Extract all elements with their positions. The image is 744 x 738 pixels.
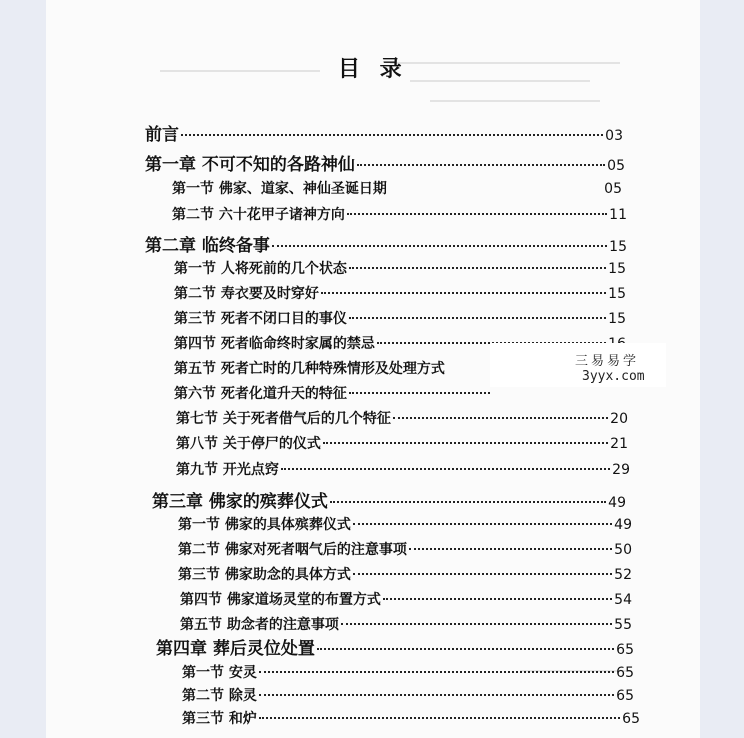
dot-leader — [357, 164, 605, 166]
toc-entry-section — [174, 258, 626, 278]
toc-entry-label: 第一章 不可不知的各路神仙 — [145, 155, 355, 175]
toc-entry-page: 03 — [605, 128, 623, 144]
toc-entry-label: 第一节 佛家的具体殡葬仪式 — [178, 517, 351, 533]
toc-entry-label: 第四节 佛家道场灵堂的布置方式 — [180, 592, 381, 608]
toc-entry-chapter-4 — [156, 634, 634, 659]
toc-entry-label: 第一节 安灵 — [182, 665, 257, 681]
toc-entry-label: 前言 — [145, 125, 179, 145]
dot-leader — [393, 417, 608, 419]
toc-entry-section — [174, 283, 626, 303]
dot-leader — [181, 134, 603, 136]
toc-entry-label: 第五节 助念者的注意事项 — [180, 617, 339, 633]
toc-entry-section — [178, 539, 632, 559]
dot-leader — [389, 187, 602, 189]
toc-entry-section — [176, 459, 630, 479]
toc-entry-label: 第八节 关于停尸的仪式 — [176, 436, 321, 452]
toc-entry-label: 第六节 死者化道升天的特征 — [174, 386, 347, 402]
toc-entry-label: 第一节 佛家、道家、神仙圣诞日期 — [172, 181, 387, 197]
bleed-through-line — [160, 70, 320, 72]
toc-entry-section — [180, 614, 632, 634]
toc-entry-label: 第三节 佛家助念的具体方式 — [178, 567, 351, 583]
toc-entry-label: 第四章 葬后灵位处置 — [156, 639, 315, 659]
dot-leader — [323, 442, 608, 444]
toc-entry-section — [182, 685, 634, 705]
toc-entry-label: 第三章 佛家的殡葬仪式 — [152, 492, 328, 512]
dot-leader — [281, 468, 610, 470]
toc-entry-section — [172, 178, 622, 198]
toc-entry-label: 第二节 六十花甲子诸神方向 — [172, 207, 345, 223]
watermark-url: 3yyx.com — [582, 369, 645, 384]
toc-entry-label: 第二节 寿衣要及时穿好 — [174, 286, 319, 302]
dot-leader — [409, 548, 612, 550]
toc-entry-section — [176, 408, 628, 428]
toc-entry-page: 20 — [610, 411, 628, 427]
toc-entry-page: 65 — [616, 642, 634, 658]
toc-entry-section — [172, 204, 627, 224]
toc-entry-page: 15 — [608, 286, 626, 302]
toc-entry-page: 49 — [614, 517, 632, 533]
toc-entry-page: 15 — [608, 311, 626, 327]
dot-leader — [353, 523, 612, 525]
toc-entry-page: 52 — [614, 567, 632, 583]
toc-entry-page: 65 — [616, 688, 634, 704]
page-title: 目 录 — [338, 56, 408, 82]
watermark-name: 三易易学 — [575, 354, 640, 369]
dot-leader — [317, 648, 614, 650]
toc-entry-chapter-3 — [152, 487, 626, 512]
toc-entry-section — [180, 589, 632, 609]
toc-entry-page: 54 — [614, 592, 632, 608]
bleed-through-line — [390, 62, 620, 64]
toc-entry-page: 65 — [616, 665, 634, 681]
toc-entry-section — [182, 662, 634, 682]
dot-leader — [383, 598, 612, 600]
dot-leader — [341, 623, 612, 625]
toc-entry-section — [178, 514, 632, 534]
toc-entry-section — [178, 564, 632, 584]
dot-leader — [349, 267, 606, 269]
dot-leader — [347, 213, 607, 215]
dot-leader — [272, 245, 607, 247]
toc-entry-page: 05 — [604, 181, 622, 197]
toc-entry-page: 49 — [608, 495, 626, 511]
dot-leader — [349, 392, 490, 394]
toc-entry-label: 第三节 和炉 — [182, 711, 257, 727]
bleed-through-line — [410, 80, 590, 82]
toc-entry-label: 第二节 佛家对死者咽气后的注意事项 — [178, 542, 407, 558]
toc-entry-section — [174, 358, 494, 378]
dot-leader — [321, 292, 606, 294]
dot-leader — [330, 501, 606, 503]
toc-entry-page: 15 — [609, 239, 627, 255]
dot-leader — [259, 694, 614, 696]
toc-entry-section — [182, 708, 640, 728]
dot-leader — [259, 671, 614, 673]
toc-entry-label: 第七节 关于死者借气后的几个特征 — [176, 411, 391, 427]
dot-leader — [259, 717, 620, 719]
dot-leader — [353, 573, 612, 575]
toc-entry-label: 第九节 开光点窍 — [176, 462, 279, 478]
toc-entry-page: 11 — [609, 207, 627, 223]
toc-entry-page: 50 — [614, 542, 632, 558]
toc-entry-page: 55 — [614, 617, 632, 633]
toc-entry-page: 65 — [622, 711, 640, 727]
toc-entry-preface — [145, 120, 623, 145]
toc-entry-label: 第二节 除灵 — [182, 688, 257, 704]
toc-entry-label: 第二章 临终备事 — [145, 236, 270, 256]
toc-entry-label: 第四节 死者临命终时家属的禁忌 — [174, 336, 375, 352]
toc-entry-section — [174, 308, 626, 328]
toc-entry-chapter-2 — [145, 231, 627, 256]
toc-entry-page: 21 — [610, 436, 628, 452]
toc-entry-chapter-1 — [145, 150, 625, 175]
toc-entry-page: 15 — [608, 261, 626, 277]
toc-entry-label: 第一节 人将死前的几个状态 — [174, 261, 347, 277]
toc-entry-page: 05 — [607, 158, 625, 174]
dot-leader — [349, 317, 606, 319]
toc-entry-section — [176, 433, 628, 453]
toc-entry-page: 29 — [612, 462, 630, 478]
bleed-through-line — [430, 100, 600, 102]
toc-entry-label: 第三节 死者不闭口目的事仪 — [174, 311, 347, 327]
toc-entry-section — [174, 383, 492, 403]
toc-entry-label: 第五节 死者亡时的几种特殊情形及处理方式 — [174, 361, 445, 377]
